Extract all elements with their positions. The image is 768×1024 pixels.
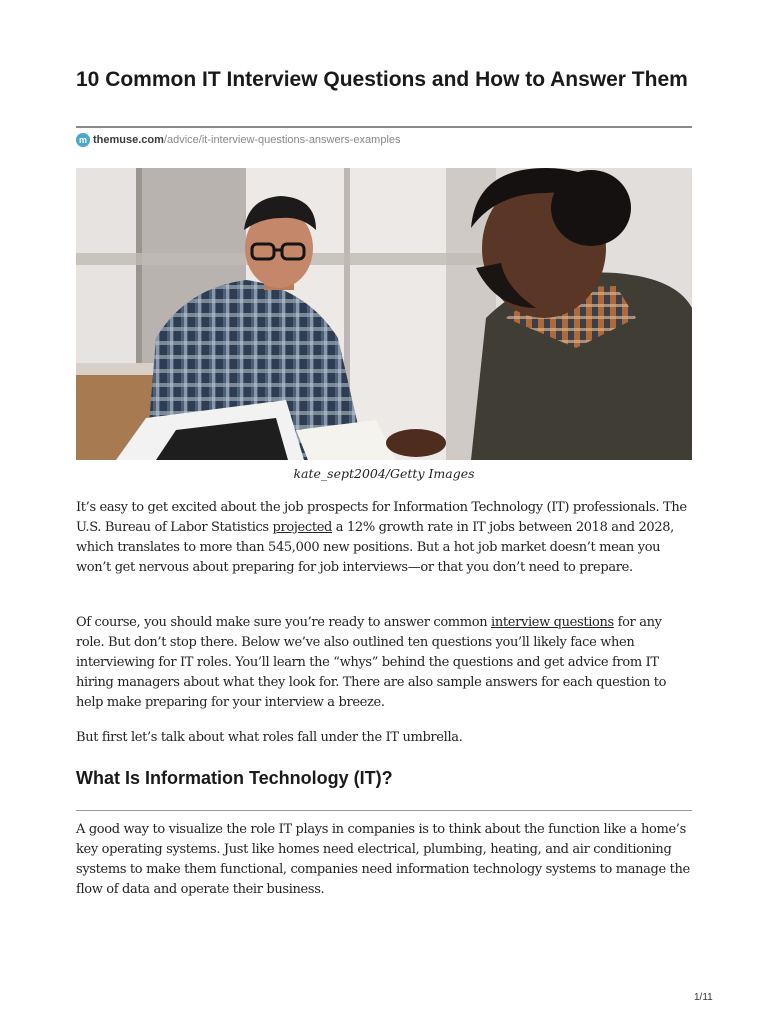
interview-questions-link[interactable]: interview questions <box>491 615 614 630</box>
third-paragraph: But first let’s talk about what roles fall under the IT umbrella. <box>76 730 463 745</box>
section-divider <box>76 810 692 811</box>
page-number: 1/11 <box>694 992 713 1003</box>
themuse-favicon-icon: m <box>76 133 90 147</box>
intro-paragraph: It’s easy to get excited about the job prospects for Information Technology (IT) professionals. The U.S. Bureau of Labor Statistics projected a 12% growth rate in IT jobs between 2018 and 2028, which translates to more than 545,000 new positions. But a hot job market doesn’t mean you won’t get nervous about preparing for job interviews—or that you don’t need to prepare. <box>76 500 687 575</box>
article-title: 10 Common IT Interview Questions and How to Answer Them <box>76 68 688 91</box>
source-domain[interactable]: themuse.com <box>93 134 164 146</box>
second-paragraph: Of course, you should make sure you’re ready to answer common interview questions for any role. But don’t stop there. Below we’ve also outlined ten questions you’ll likely face when interviewing for IT roles. You’ll learn the “whys” behind the questions and get advice from IT hiring managers about what they look for. There are also sample answers for each question to help make preparing for your interview a breeze. <box>76 615 667 710</box>
projected-link[interactable]: projected <box>272 520 333 535</box>
hero-image <box>76 168 692 460</box>
fourth-paragraph: A good way to visualize the role IT plays in companies is to think about the function like a home’s key operating systems. Just like homes need electrical, plumbing, heating, and air conditioning systems to make them functional, companies need information technology systems to manage the flow of data and operate their business. <box>76 822 690 897</box>
image-caption: kate_sept2004/Getty Images <box>293 466 475 481</box>
source-url[interactable] <box>76 132 401 148</box>
source-path[interactable]: /advice/it-interview-questions-answers-examples <box>163 134 401 146</box>
section-heading: What Is Information Technology (IT)? <box>76 768 393 788</box>
title-divider <box>76 126 692 128</box>
